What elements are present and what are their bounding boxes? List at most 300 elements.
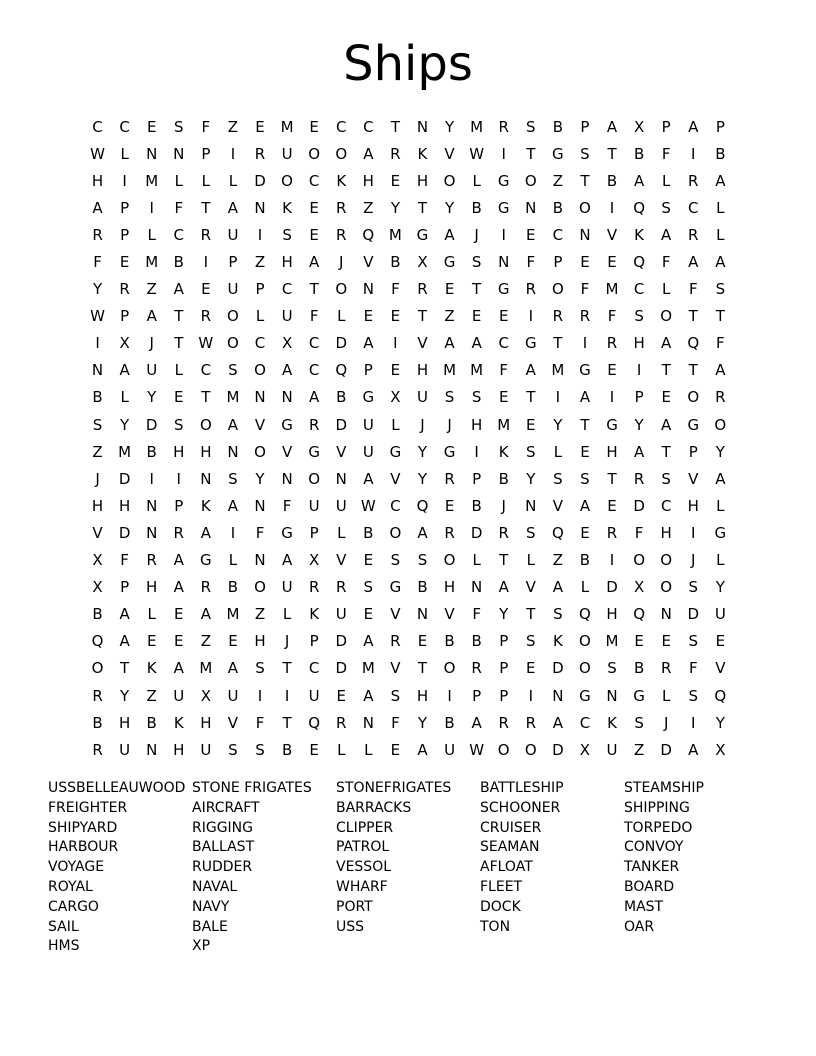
grid-letter: J bbox=[95, 469, 100, 488]
grid-letter: M bbox=[551, 361, 565, 380]
grid-letter: A bbox=[363, 144, 374, 163]
grid-letter: T bbox=[526, 144, 536, 163]
grid-letter: R bbox=[200, 307, 212, 326]
grid-letter: D bbox=[552, 659, 564, 678]
grid-letter: P bbox=[580, 117, 590, 136]
grid-letter: V bbox=[444, 605, 455, 624]
grid-letter: X bbox=[309, 551, 320, 570]
grid-letter: A bbox=[227, 198, 239, 217]
grid-letter: I bbox=[609, 198, 615, 217]
grid-letter: R bbox=[715, 388, 726, 407]
grid-letter: I bbox=[230, 144, 236, 163]
grid-letter: A bbox=[119, 605, 130, 624]
grid-letter: A bbox=[661, 225, 672, 244]
grid-letter: G bbox=[552, 144, 564, 163]
grid-letter: C bbox=[308, 334, 320, 353]
grid-letter: Q bbox=[91, 632, 104, 651]
grid-letter: B bbox=[715, 144, 726, 163]
grid-letter: S bbox=[390, 551, 401, 570]
grid-letter: L bbox=[716, 225, 725, 244]
grid-letter: A bbox=[309, 388, 320, 407]
grid-letter: L bbox=[526, 551, 535, 570]
grid-letter: D bbox=[145, 415, 158, 434]
grid-letter: X bbox=[633, 578, 645, 597]
grid-letter: C bbox=[281, 280, 293, 299]
grid-letter: E bbox=[580, 442, 590, 461]
grid-letter: F bbox=[255, 713, 265, 732]
grid-letter: B bbox=[552, 198, 564, 217]
grid-letter: F bbox=[526, 253, 536, 272]
grid-letter: Q bbox=[551, 523, 564, 542]
grid-letter: E bbox=[146, 117, 157, 136]
grid-letter: I bbox=[528, 307, 533, 326]
grid-letter: A bbox=[146, 307, 157, 326]
word-column bbox=[480, 779, 624, 957]
grid-letter: Z bbox=[200, 632, 211, 651]
grid-letter: M bbox=[497, 415, 511, 434]
grid-letter: H bbox=[470, 415, 483, 434]
grid-letter: S bbox=[471, 253, 482, 272]
grid-letter: Q bbox=[714, 686, 727, 705]
grid-letter: S bbox=[417, 551, 428, 570]
grid-letter: E bbox=[228, 632, 238, 651]
grid-letter: O bbox=[308, 469, 321, 488]
grid-letter: A bbox=[661, 415, 672, 434]
grid-letter: Z bbox=[92, 442, 103, 461]
grid-letter: T bbox=[715, 307, 725, 326]
grid-letter: U bbox=[173, 686, 185, 705]
grid-letter: O bbox=[633, 551, 645, 570]
grid-letter: E bbox=[607, 496, 617, 515]
grid-letter: I bbox=[501, 225, 506, 244]
grid-letter: G bbox=[633, 686, 645, 705]
grid-letter: Y bbox=[553, 415, 563, 434]
grid-letter: I bbox=[393, 334, 398, 353]
grid-letter: N bbox=[254, 388, 266, 407]
grid-letter: E bbox=[363, 307, 374, 326]
grid-letter: S bbox=[634, 713, 644, 732]
word-list-item: AFLOAT bbox=[480, 859, 533, 876]
grid-letter: T bbox=[472, 280, 482, 299]
grid-letter: C bbox=[390, 496, 401, 515]
grid-letter: A bbox=[173, 578, 184, 597]
grid-letter: R bbox=[336, 225, 347, 244]
grid-letter: S bbox=[580, 144, 590, 163]
grid-letter: E bbox=[661, 632, 671, 651]
grid-letter: O bbox=[579, 659, 591, 678]
grid-letter: E bbox=[444, 496, 455, 515]
grid-letter: A bbox=[119, 632, 130, 651]
grid-letter: H bbox=[443, 578, 456, 597]
grid-row bbox=[84, 194, 734, 221]
grid-letter: S bbox=[688, 686, 699, 705]
grid-letter: S bbox=[526, 117, 536, 136]
grid-letter: I bbox=[555, 388, 561, 407]
grid-letter: T bbox=[526, 388, 536, 407]
grid-letter: G bbox=[443, 442, 456, 461]
grid-letter: R bbox=[660, 659, 672, 678]
grid-letter: D bbox=[335, 334, 348, 353]
grid-letter: H bbox=[606, 605, 618, 624]
grid-letter: K bbox=[336, 171, 347, 190]
grid-letter: V bbox=[390, 605, 401, 624]
grid-letter: A bbox=[363, 686, 374, 705]
grid-letter: I bbox=[691, 713, 696, 732]
grid-letter: R bbox=[633, 469, 645, 488]
grid-letter: J bbox=[447, 415, 452, 434]
grid-letter: U bbox=[362, 442, 374, 461]
grid-letter: K bbox=[282, 198, 292, 217]
grid-letter: R bbox=[336, 198, 347, 217]
grid-letter: V bbox=[552, 496, 563, 515]
grid-letter: K bbox=[552, 632, 563, 651]
grid-letter: T bbox=[120, 659, 130, 678]
grid-letter: L bbox=[662, 686, 671, 705]
grid-letter: S bbox=[92, 415, 103, 434]
grid-letter: L bbox=[174, 361, 183, 380]
grid-letter: R bbox=[336, 578, 347, 597]
grid-letter: W bbox=[90, 307, 105, 326]
grid-letter: A bbox=[173, 280, 184, 299]
word-list-item: VOYAGE bbox=[48, 859, 105, 876]
grid-letter: X bbox=[715, 740, 726, 759]
grid-letter: X bbox=[92, 551, 103, 570]
grid-letter: T bbox=[417, 198, 428, 217]
grid-letter: G bbox=[281, 415, 293, 434]
grid-letter: R bbox=[552, 307, 564, 326]
grid-letter: K bbox=[146, 659, 157, 678]
grid-letter: Q bbox=[687, 334, 700, 353]
word-list-item: SHIPYARD bbox=[48, 819, 118, 836]
grid-letter: E bbox=[390, 171, 401, 190]
grid-row bbox=[84, 547, 734, 574]
word-list-item: BALE bbox=[192, 918, 228, 935]
grid-letter: R bbox=[308, 578, 320, 597]
grid-letter: T bbox=[282, 659, 292, 678]
grid-letter: I bbox=[257, 686, 263, 705]
grid-letter: H bbox=[416, 171, 429, 190]
grid-letter: I bbox=[691, 523, 696, 542]
grid-letter: O bbox=[308, 144, 321, 163]
grid-letter: E bbox=[336, 686, 346, 705]
grid-letter: T bbox=[526, 605, 536, 624]
grid-letter: Q bbox=[633, 253, 645, 272]
grid-letter: L bbox=[228, 171, 238, 190]
grid-letter: C bbox=[308, 361, 320, 380]
grid-letter: J bbox=[149, 334, 154, 353]
grid-letter: C bbox=[363, 117, 374, 136]
word-list-item: PATROL bbox=[336, 839, 390, 856]
word-list-item: BALLAST bbox=[192, 839, 255, 856]
grid-letter: G bbox=[308, 442, 320, 461]
grid-letter: B bbox=[281, 740, 293, 759]
grid-letter: A bbox=[498, 578, 509, 597]
grid-letter: T bbox=[282, 713, 292, 732]
word-list-item: HMS bbox=[48, 938, 80, 955]
grid-row bbox=[84, 465, 734, 492]
grid-letter: B bbox=[552, 117, 564, 136]
grid-letter: S bbox=[255, 659, 265, 678]
grid-letter: R bbox=[498, 523, 509, 542]
grid-letter: B bbox=[498, 469, 509, 488]
grid-letter: J bbox=[339, 253, 344, 272]
grid-letter: G bbox=[714, 523, 727, 542]
grid-letter: E bbox=[471, 307, 482, 326]
grid-letter: J bbox=[474, 225, 479, 244]
word-list-item: BOARD bbox=[624, 878, 675, 895]
grid-letter: O bbox=[91, 659, 104, 678]
grid-letter: V bbox=[715, 659, 726, 678]
word-list-item: MAST bbox=[624, 898, 664, 915]
grid-letter: B bbox=[336, 388, 347, 407]
grid-letter: F bbox=[391, 713, 400, 732]
grid-letter: T bbox=[661, 361, 671, 380]
grid-letter: P bbox=[472, 469, 482, 488]
grid-letter: L bbox=[255, 307, 265, 326]
grid-letter: F bbox=[688, 280, 698, 299]
grid-letter: P bbox=[309, 632, 319, 651]
grid-letter: X bbox=[119, 334, 130, 353]
grid-letter: E bbox=[634, 632, 644, 651]
grid-letter: B bbox=[606, 171, 618, 190]
grid-letter: A bbox=[281, 551, 293, 570]
grid-letter: E bbox=[417, 632, 428, 651]
grid-letter: W bbox=[360, 496, 376, 515]
grid-letter: L bbox=[662, 280, 671, 299]
grid-letter: U bbox=[200, 740, 212, 759]
grid-letter: O bbox=[524, 740, 537, 759]
grid-letter: H bbox=[173, 740, 185, 759]
grid-letter: A bbox=[606, 117, 618, 136]
grid-letter: T bbox=[688, 361, 698, 380]
grid-letter: R bbox=[173, 523, 184, 542]
grid-letter: P bbox=[499, 686, 509, 705]
grid-letter: R bbox=[200, 578, 212, 597]
grid-letter: A bbox=[92, 198, 103, 217]
grid-letter: D bbox=[633, 496, 645, 515]
grid-letter: U bbox=[416, 388, 428, 407]
grid-letter: A bbox=[715, 171, 726, 190]
grid-letter: E bbox=[174, 632, 184, 651]
grid-letter: T bbox=[390, 117, 400, 136]
grid-letter: H bbox=[687, 496, 699, 515]
grid-letter: S bbox=[255, 740, 265, 759]
grid-letter: G bbox=[497, 280, 510, 299]
grid-letter: Z bbox=[227, 117, 239, 136]
grid-letter: F bbox=[580, 280, 590, 299]
grid-letter: Q bbox=[633, 198, 645, 217]
grid-letter: S bbox=[444, 388, 455, 407]
grid-letter: R bbox=[688, 171, 699, 190]
grid-letter: A bbox=[633, 171, 645, 190]
grid-letter: F bbox=[309, 307, 319, 326]
grid-letter: N bbox=[254, 551, 266, 570]
grid-letter: Y bbox=[634, 415, 644, 434]
grid-letter: P bbox=[715, 117, 725, 136]
grid-letter: X bbox=[200, 686, 211, 705]
grid-letter: B bbox=[633, 659, 645, 678]
grid-letter: N bbox=[416, 117, 429, 136]
grid-letter: S bbox=[715, 280, 726, 299]
grid-letter: C bbox=[200, 361, 212, 380]
grid-letter: F bbox=[255, 523, 265, 542]
grid-letter: M bbox=[361, 659, 375, 678]
grid-letter: H bbox=[416, 361, 429, 380]
grid-letter: F bbox=[716, 334, 725, 353]
grid-letter: R bbox=[308, 415, 320, 434]
grid-letter: E bbox=[363, 551, 374, 570]
grid-letter: A bbox=[715, 469, 726, 488]
grid-letter: N bbox=[281, 469, 293, 488]
grid-letter: P bbox=[309, 523, 319, 542]
grid-letter: M bbox=[280, 117, 294, 136]
grid-letter: H bbox=[416, 686, 429, 705]
grid-letter: H bbox=[254, 632, 266, 651]
grid-row bbox=[84, 709, 734, 736]
grid-letter: E bbox=[309, 740, 319, 759]
grid-letter: N bbox=[227, 442, 239, 461]
grid-letter: E bbox=[715, 632, 726, 651]
grid-row bbox=[84, 248, 734, 275]
grid-letter: N bbox=[362, 280, 374, 299]
grid-letter: S bbox=[553, 605, 563, 624]
grid-letter: M bbox=[118, 442, 132, 461]
grid-letter: A bbox=[119, 361, 130, 380]
grid-letter: O bbox=[443, 659, 456, 678]
grid-letter: G bbox=[362, 388, 375, 407]
grid-letter: L bbox=[716, 198, 725, 217]
grid-letter: R bbox=[119, 280, 130, 299]
grid-letter: Y bbox=[715, 713, 725, 732]
grid-letter: F bbox=[472, 605, 481, 624]
grid-letter: M bbox=[226, 388, 240, 407]
grid-row bbox=[84, 113, 734, 140]
grid-letter: S bbox=[526, 523, 536, 542]
grid-row bbox=[84, 411, 734, 438]
grid-letter: M bbox=[388, 225, 402, 244]
word-list-item: SEAMAN bbox=[480, 839, 540, 856]
grid-letter: U bbox=[227, 280, 239, 299]
grid-letter: Y bbox=[526, 469, 536, 488]
grid-letter: Q bbox=[633, 605, 645, 624]
grid-letter: S bbox=[471, 388, 482, 407]
grid-row bbox=[84, 330, 734, 357]
grid-letter: O bbox=[660, 578, 673, 597]
grid-letter: A bbox=[633, 442, 645, 461]
grid-letter: Z bbox=[254, 253, 266, 272]
grid-letter: A bbox=[417, 523, 428, 542]
grid-letter: R bbox=[525, 713, 536, 732]
grid-letter: L bbox=[337, 523, 346, 542]
grid-letter: H bbox=[362, 171, 374, 190]
grid-letter: A bbox=[363, 469, 374, 488]
grid-letter: R bbox=[146, 551, 157, 570]
grid-letter: I bbox=[609, 551, 615, 570]
grid-letter: A bbox=[227, 659, 239, 678]
page-title: Ships bbox=[343, 36, 473, 92]
word-list-item: NAVAL bbox=[192, 878, 238, 895]
grid-letter: O bbox=[660, 307, 673, 326]
grid-letter: A bbox=[661, 334, 672, 353]
grid-letter: I bbox=[95, 334, 100, 353]
word-list-item: SCHOONER bbox=[480, 799, 561, 816]
grid-letter: Y bbox=[255, 469, 265, 488]
grid-letter: W bbox=[469, 144, 485, 163]
grid-letter: D bbox=[335, 659, 348, 678]
grid-letter: I bbox=[582, 334, 588, 353]
grid-letter: A bbox=[227, 496, 239, 515]
grid-letter: I bbox=[474, 442, 479, 461]
grid-letter: S bbox=[363, 578, 374, 597]
grid-letter: P bbox=[553, 253, 563, 272]
grid-letter: H bbox=[173, 442, 185, 461]
word-list-item: RUDDER bbox=[192, 859, 253, 876]
grid-row bbox=[84, 303, 734, 330]
grid-letter: R bbox=[471, 659, 482, 678]
grid-letter: O bbox=[579, 632, 591, 651]
grid-letter: E bbox=[146, 632, 157, 651]
grid-letter: M bbox=[443, 361, 457, 380]
grid-letter: B bbox=[471, 632, 482, 651]
grid-letter: J bbox=[284, 632, 290, 651]
grid-letter: L bbox=[147, 605, 156, 624]
grid-letter: I bbox=[257, 225, 263, 244]
grid-letter: P bbox=[174, 496, 184, 515]
grid-letter: O bbox=[227, 307, 239, 326]
grid-letter: A bbox=[688, 253, 699, 272]
grid-letter: R bbox=[92, 225, 103, 244]
grid-letter: C bbox=[579, 713, 591, 732]
grid-letter: U bbox=[335, 605, 347, 624]
grid-letter: N bbox=[254, 496, 266, 515]
grid-letter: C bbox=[552, 225, 564, 244]
grid-letter: B bbox=[146, 713, 157, 732]
word-list-item: STEAMSHIP bbox=[624, 780, 704, 796]
grid-letter: P bbox=[255, 280, 265, 299]
grid-letter: O bbox=[199, 415, 212, 434]
grid-letter: F bbox=[391, 280, 400, 299]
grid-letter: N bbox=[362, 713, 374, 732]
grid-letter: C bbox=[336, 117, 347, 136]
grid-letter: I bbox=[149, 469, 154, 488]
grid-letter: U bbox=[444, 740, 456, 759]
grid-letter: S bbox=[580, 469, 590, 488]
grid-letter: T bbox=[607, 469, 617, 488]
word-column bbox=[624, 779, 768, 957]
grid-letter: O bbox=[524, 171, 537, 190]
grid-letter: O bbox=[443, 551, 456, 570]
word-list bbox=[48, 779, 778, 957]
grid-letter: R bbox=[498, 713, 509, 732]
grid-letter: V bbox=[390, 469, 401, 488]
word-list-item: WHARF bbox=[336, 878, 388, 895]
grid-letter: L bbox=[228, 551, 238, 570]
grid-letter: D bbox=[606, 578, 618, 597]
grid-letter: Y bbox=[715, 578, 725, 597]
grid-letter: T bbox=[309, 280, 319, 299]
grid-letter: N bbox=[660, 605, 672, 624]
grid-letter: U bbox=[281, 578, 293, 597]
grid-letter: N bbox=[525, 198, 537, 217]
grid-letter: A bbox=[471, 713, 482, 732]
grid-letter: B bbox=[92, 605, 103, 624]
word-list-item: NAVY bbox=[192, 898, 230, 915]
grid-letter: A bbox=[281, 361, 293, 380]
grid-letter: Y bbox=[444, 117, 455, 136]
grid-letter: E bbox=[607, 361, 617, 380]
grid-letter: P bbox=[201, 144, 211, 163]
grid-letter: A bbox=[579, 496, 591, 515]
